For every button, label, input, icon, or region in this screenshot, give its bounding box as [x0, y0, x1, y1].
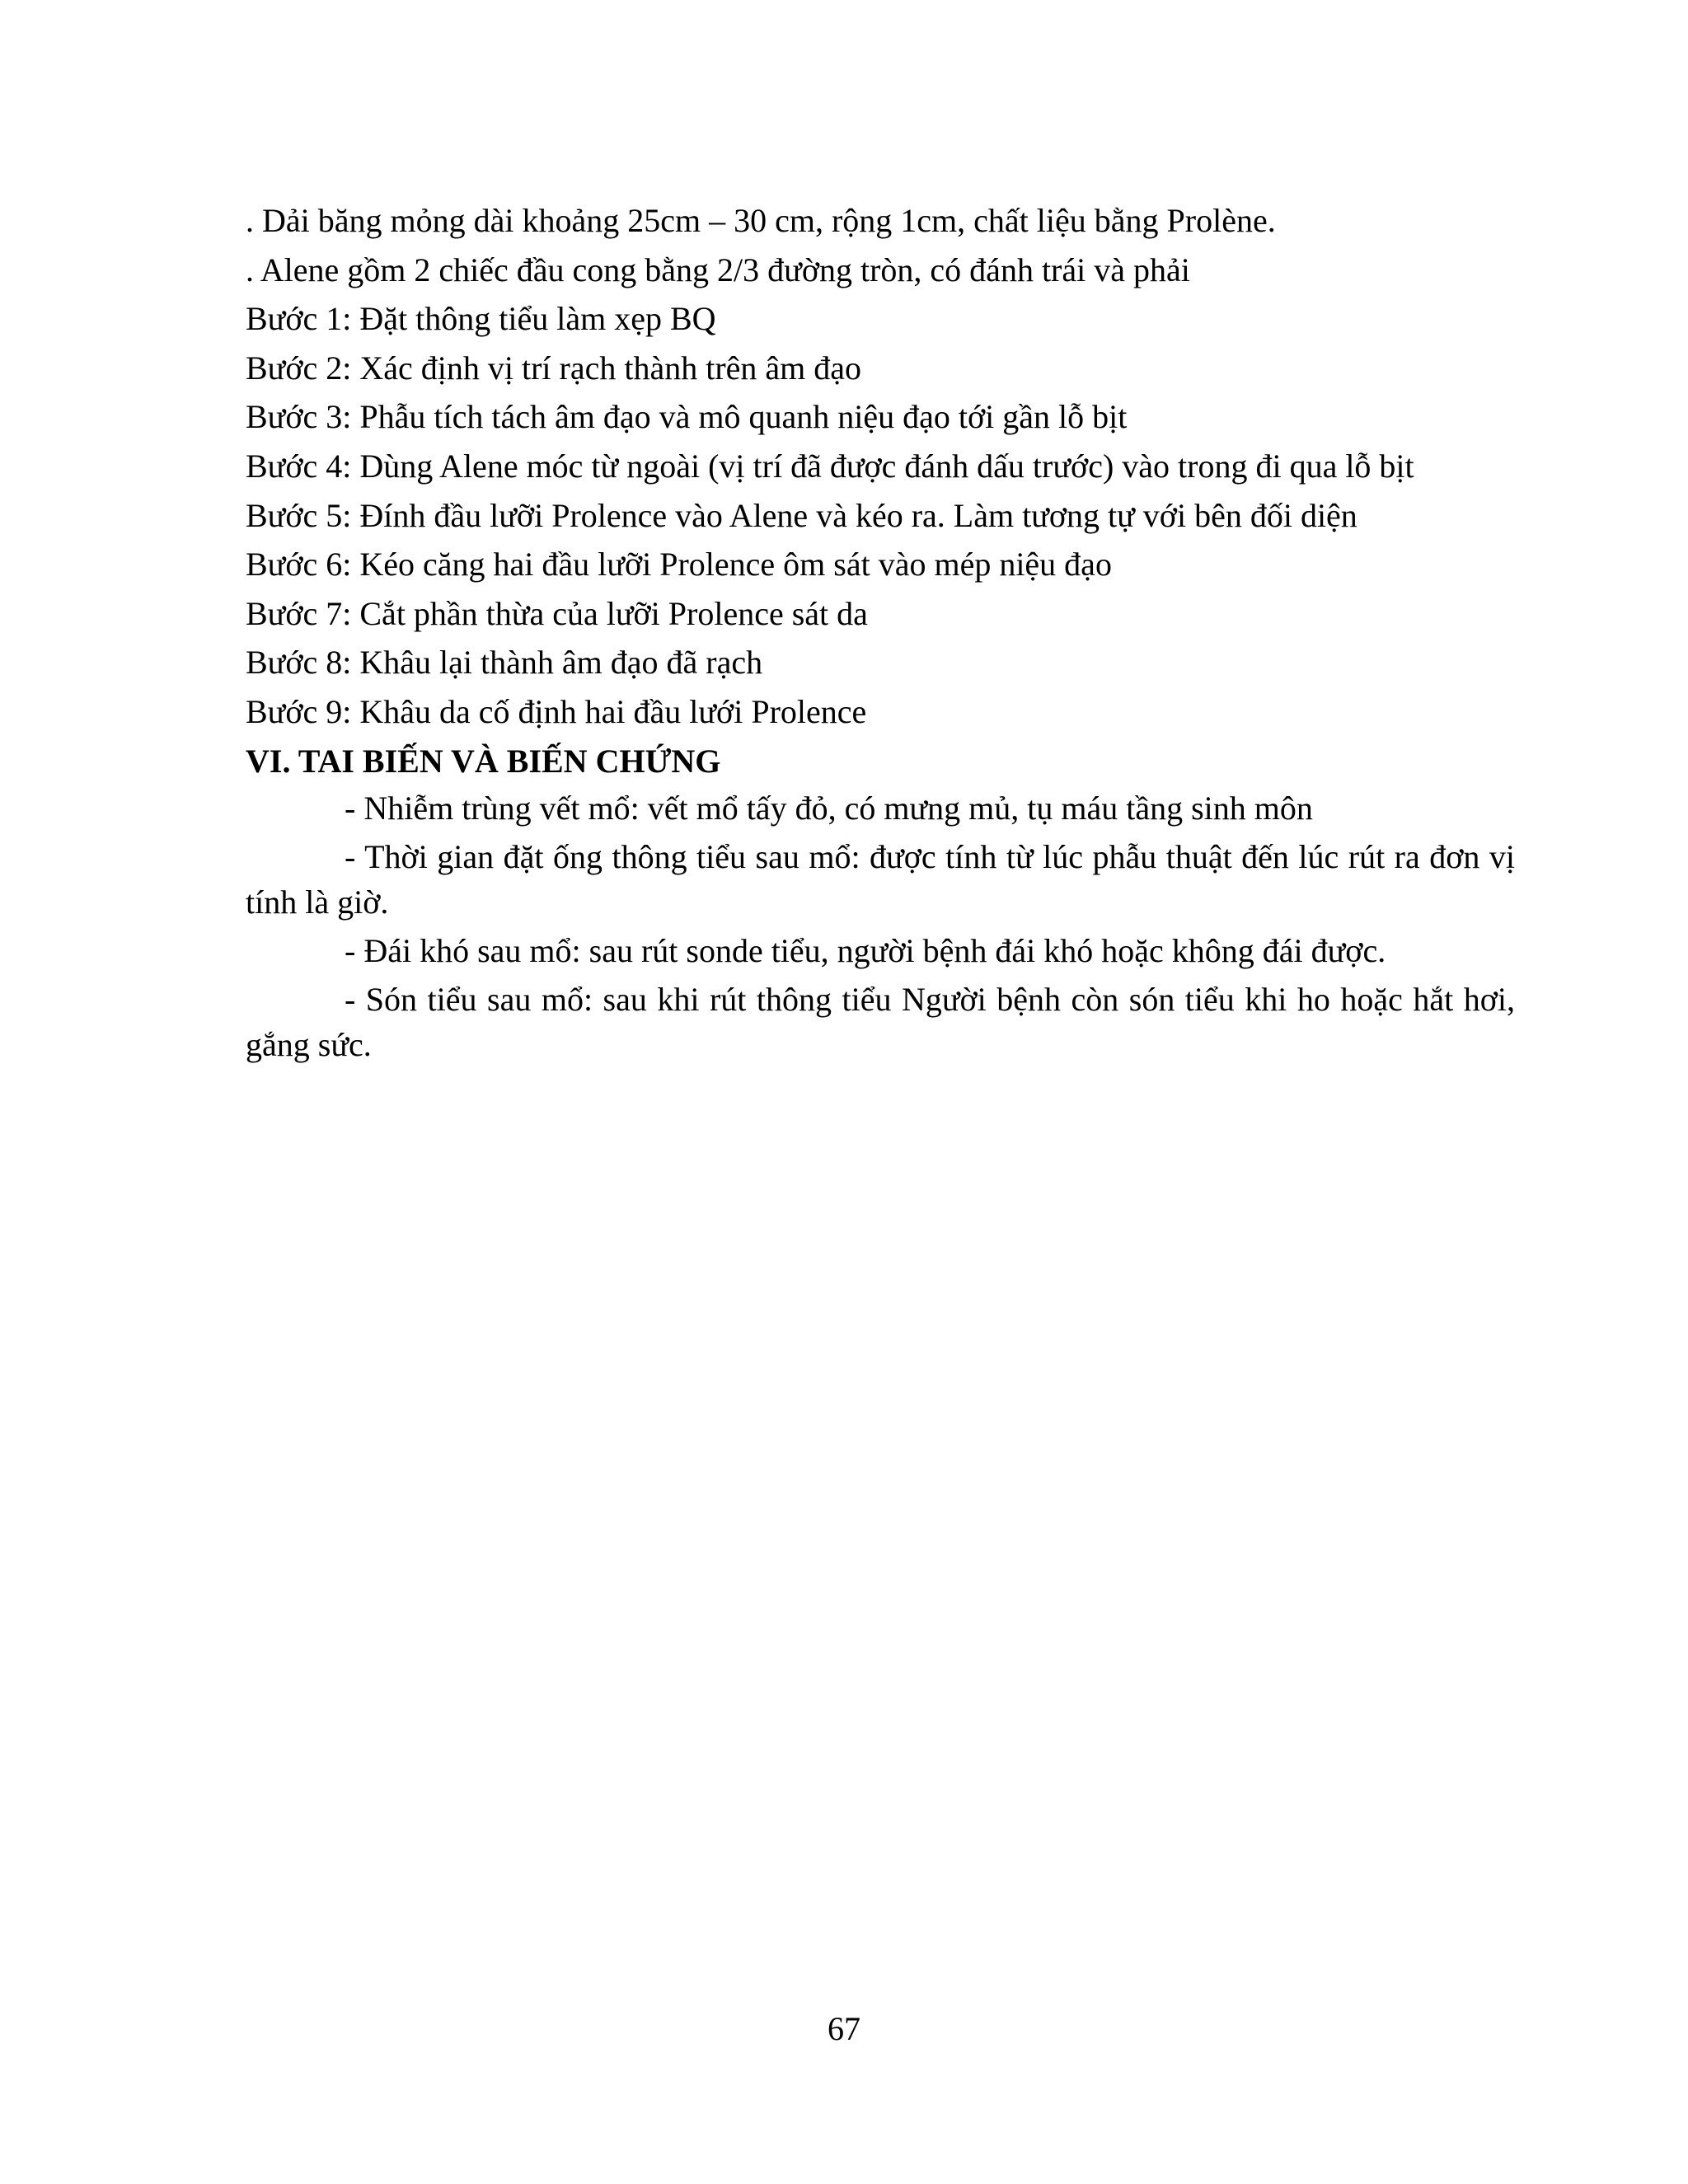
step-6: Bước 6: Kéo căng hai đầu lưỡi Prolence ôm sát vào mép niệu đạo: [246, 546, 1112, 583]
step-2: Bước 2: Xác định vị trí rạch thành trên âm đạo: [246, 349, 862, 387]
step-8: Bước 8: Khâu lại thành âm đạo đã rạch: [246, 644, 763, 682]
intro-line-tape: . Dải băng mỏng dài khoảng 25cm – 30 cm, rộng 1cm, chất liệu bằng Prolène.: [246, 202, 1276, 239]
complication-catheter-time: - Thời gian đặt ống thông tiểu sau mổ: được tính từ lúc phẫu thuật đến lúc rút ra đơn vị tính là giờ.: [246, 838, 1515, 921]
complication-incontinence: - Són tiểu sau mổ: sau khi rút thông tiểu Người bệnh còn són tiểu khi ho hoặc hắt hơi, gắng sức.: [246, 981, 1515, 1064]
step-5: Bước 5: Đính đầu lưỡi Prolence vào Alene và kéo ra. Làm tương tự với bên đối diện: [246, 496, 1357, 534]
step-4: Bước 4: Dùng Alene móc từ ngoài (vị trí đã được đánh dấu trước) vào trong đi qua lỗ bịt: [246, 447, 1414, 485]
intro-line-alene: . Alene gồm 2 chiếc đầu cong bằng 2/3 đường tròn, có đánh trái và phải: [246, 251, 1190, 288]
page-number: 67: [828, 2010, 860, 2047]
complication-infection: - Nhiễm trùng vết mổ: vết mổ tấy đỏ, có mưng mủ, tụ máu tầng sinh môn: [345, 790, 1313, 827]
step-7: Bước 7: Cắt phần thừa của lưỡi Prolence sát da: [246, 594, 868, 632]
page-body: [246, 196, 1515, 1067]
section-heading: VI. TAI BIẾN VÀ BIẾN CHỨNG: [246, 742, 721, 780]
step-1: Bước 1: Đặt thông tiểu làm xẹp BQ: [246, 300, 716, 338]
complication-dysuria: - Đái khó sau mổ: sau rút sonde tiểu, người bệnh đái khó hoặc không đái được.: [345, 932, 1386, 970]
step-9: Bước 9: Khâu da cố định hai đầu lưới Prolence: [246, 692, 867, 730]
step-3: Bước 3: Phẫu tích tách âm đạo và mô quanh niệu đạo tới gần lỗ bịt: [246, 398, 1128, 436]
